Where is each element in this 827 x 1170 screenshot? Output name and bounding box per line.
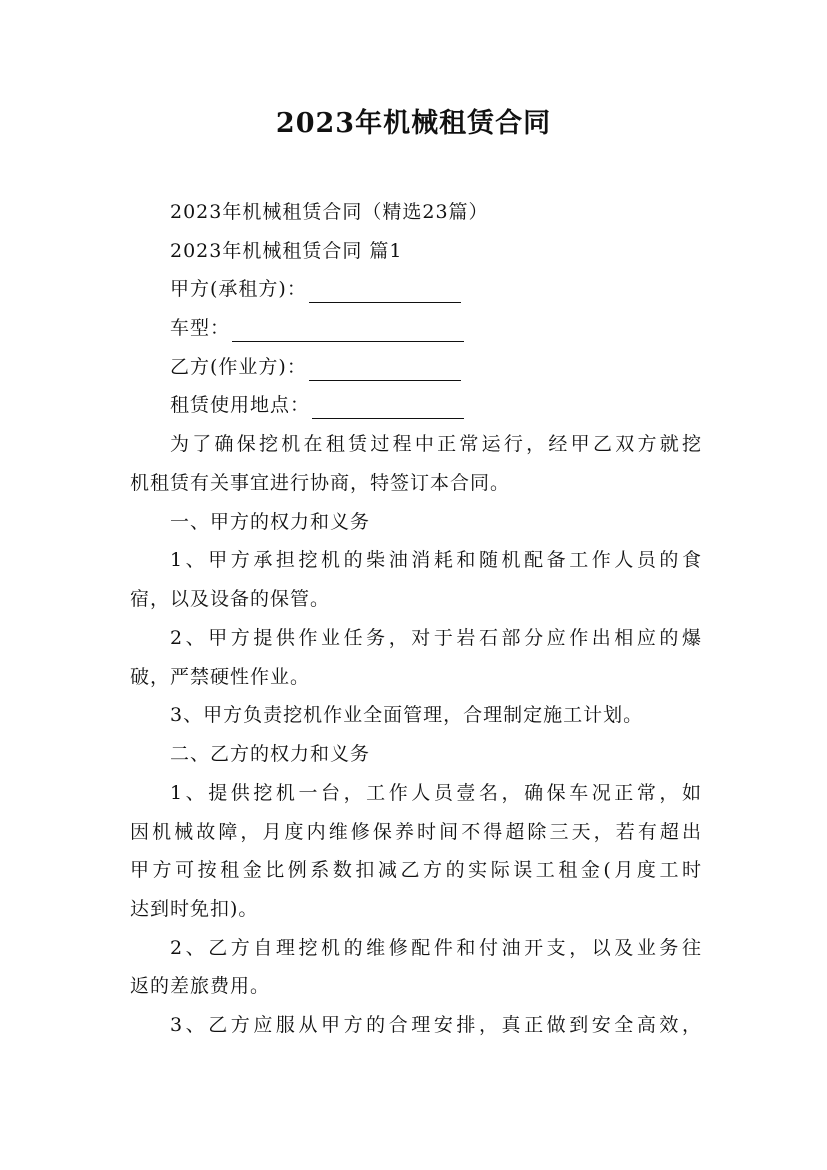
intro-line-2: 机租赁有关事宜进行协商，特签订本合同。 bbox=[130, 472, 511, 494]
intro-paragraph bbox=[130, 430, 702, 458]
clause-b3 bbox=[130, 1011, 702, 1039]
clause-b1-line-1: 1、提供挖机一台，工作人员壹名，确保车况正常，如 bbox=[170, 782, 702, 804]
field-party-b-label: 乙方(作业方)： bbox=[170, 356, 307, 378]
field-vehicle-model-blank bbox=[232, 321, 464, 342]
field-vehicle-model bbox=[170, 314, 464, 342]
clause-b1-line-2: 因机械故障，月度内维修保养时间不得超除三天，若有超出 bbox=[130, 821, 702, 843]
field-location bbox=[170, 391, 464, 419]
heading-party-a: 一、甲方的权力和义务 bbox=[170, 511, 371, 533]
field-party-a-label: 甲方(承租方)： bbox=[170, 278, 307, 300]
clause-a1-line-2: 宿，以及设备的保管。 bbox=[130, 588, 331, 610]
document-title: 2023年机械租赁合同 bbox=[275, 108, 552, 139]
clause-a2 bbox=[130, 624, 702, 652]
clause-a3-line-1: 3、甲方负责挖机作业全面管理，合理制定施工计划。 bbox=[170, 704, 644, 726]
heading-party-b: 二、乙方的权力和义务 bbox=[170, 743, 371, 765]
clause-b2-line-2: 返的差旅费用。 bbox=[130, 975, 271, 997]
document-subtitle: 2023年机械租赁合同（精选23篇） bbox=[170, 201, 489, 223]
clause-b1-line-3: 甲方可按租金比例系数扣减乙方的实际误工租金(月度工时 bbox=[130, 859, 702, 881]
clause-b1 bbox=[130, 779, 702, 807]
clause-a2-line-2: 破，严禁硬性作业。 bbox=[130, 666, 311, 688]
field-party-b bbox=[170, 353, 461, 381]
section-heading: 2023年机械租赁合同 篇1 bbox=[170, 240, 403, 262]
clause-a1 bbox=[130, 546, 702, 574]
clause-b1-line-3-wrap bbox=[130, 856, 702, 884]
clause-b3-line-1: 3、乙方应服从甲方的合理安排，真正做到安全高效， bbox=[170, 1014, 702, 1036]
field-party-a bbox=[170, 275, 461, 303]
field-location-blank bbox=[312, 398, 464, 419]
clause-a2-line-1: 2、甲方提供作业任务，对于岩石部分应作出相应的爆 bbox=[170, 627, 702, 649]
clause-b1-line-4: 达到时免扣)。 bbox=[130, 898, 259, 920]
field-vehicle-model-label: 车型： bbox=[170, 317, 231, 339]
field-party-b-blank bbox=[309, 360, 461, 381]
clause-a1-line-1: 1、甲方承担挖机的柴油消耗和随机配备工作人员的食 bbox=[170, 549, 702, 571]
intro-line-1: 为了确保挖机在租赁过程中正常运行，经甲乙双方就挖 bbox=[170, 433, 702, 455]
clause-b2 bbox=[130, 934, 702, 962]
field-location-label: 租赁使用地点： bbox=[170, 394, 311, 416]
clause-b1-line-2-wrap bbox=[130, 818, 702, 846]
clause-b2-line-1: 2、乙方自理挖机的维修配件和付油开支，以及业务往 bbox=[170, 937, 702, 959]
field-party-a-blank bbox=[309, 282, 461, 303]
